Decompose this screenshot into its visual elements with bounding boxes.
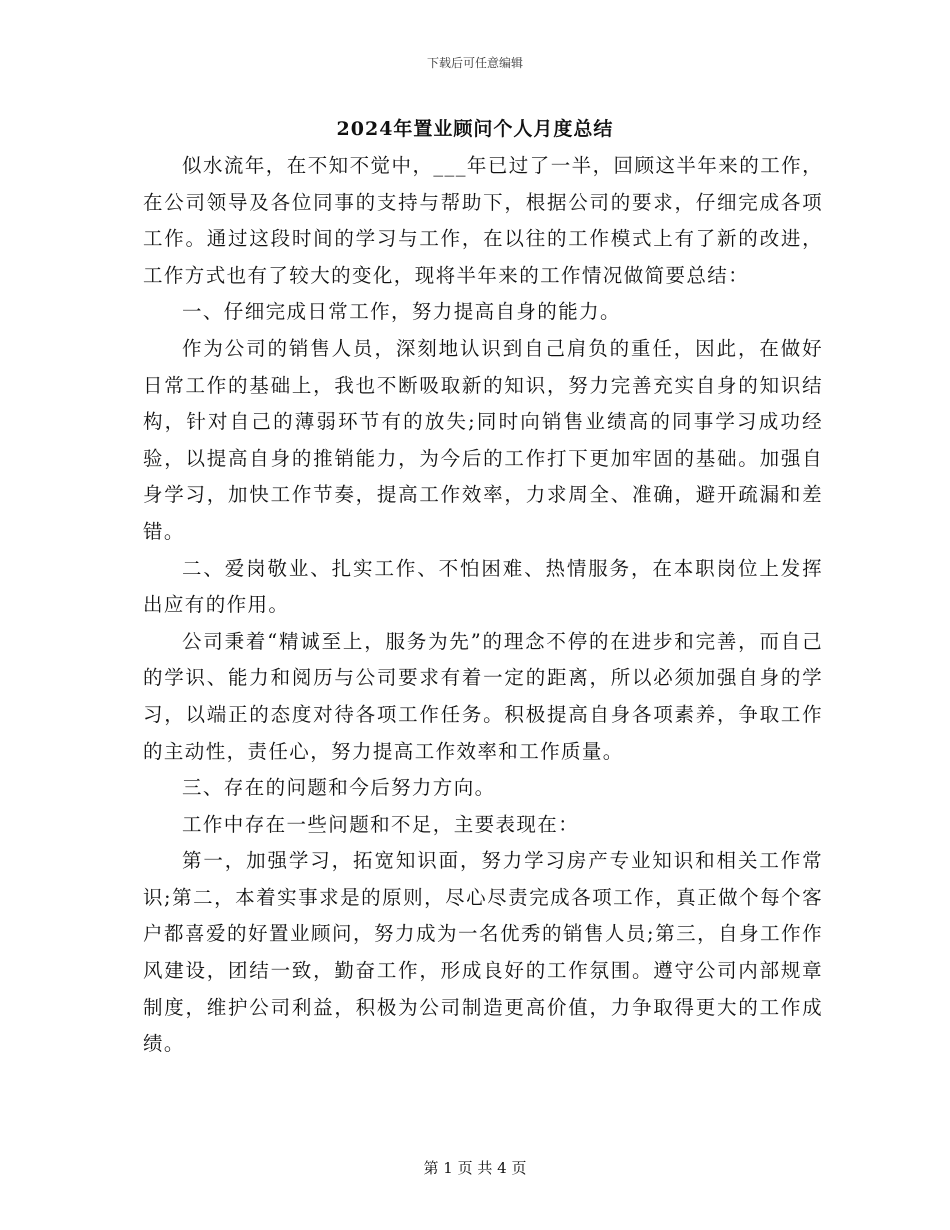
paragraph-intro: 似水流年，在不知不觉中，___年已过了一半，回顾这半年来的工作，在公司领导及各位同事的支持与帮助下，根据公司的要求，仔细完成各项工作。通过这段时间的学习与工作，在以往的工作模式上有了新的改进，工作方式也有了较大的变化，现将半年来的工作情况做简要总结： [143,154,823,287]
paragraph-problems-intro: 工作中存在一些问题和不足，主要表现在： [182,812,580,836]
section-heading-2: 二、爱岗敬业、扎实工作、不怕困难、热情服务，在本职岗位上发挥出应有的作用。 [143,556,823,617]
paragraph-section-1: 作为公司的销售人员，深刻地认识到自己肩负的重任，因此，在做好日常工作的基础上，我也不断吸取新的知识，努力完善充实自身的知识结构，针对自己的薄弱环节有的放失;同时向销售业绩高的同事学习成功经验，以提高自身的推销能力，为今后的工作打下更加牢固的基础。加强自身学习，加快工作节奏，提高工作效率，力求周全、准确，避开疏漏和差错。 [143,336,823,543]
page-header: 下载后可任意编辑 [426,56,523,70]
document-title: 2024年置业顾问个人月度总结 [336,118,614,140]
page-number: 第 1 页 共 4 页 [423,1159,527,1177]
document-body [143,148,823,1063]
section-heading-3: 三、存在的问题和今后努力方向。 [182,776,496,800]
section-heading-1: 一、仔细完成日常工作，努力提高自身的能力。 [182,300,621,324]
paragraph-section-2: 公司秉着“精诚至上，服务为先”的理念不停的在进步和完善，而自己的学识、能力和阅历与公司要求有着一定的距离，所以必须加强自身的学习，以端正的态度对待各项工作任务。积极提高自身各项素养，争取工作的主动性，责任心，努力提高工作效率和工作质量。 [143,629,823,763]
paragraph-problems-list: 第一，加强学习，拓宽知识面，努力学习房产专业知识和相关工作常识;第二，本着实事求是的原则，尽心尽责完成各项工作，真正做个每个客户都喜爱的好置业顾问，努力成为一名优秀的销售人员;第三，自身工作作风建设，团结一致，勤奋工作，形成良好的工作氛围。遵守公司内部规章制度，维护公司利益，积极为公司制造更高价值，力争取得更大的工作成绩。 [143,849,823,1056]
